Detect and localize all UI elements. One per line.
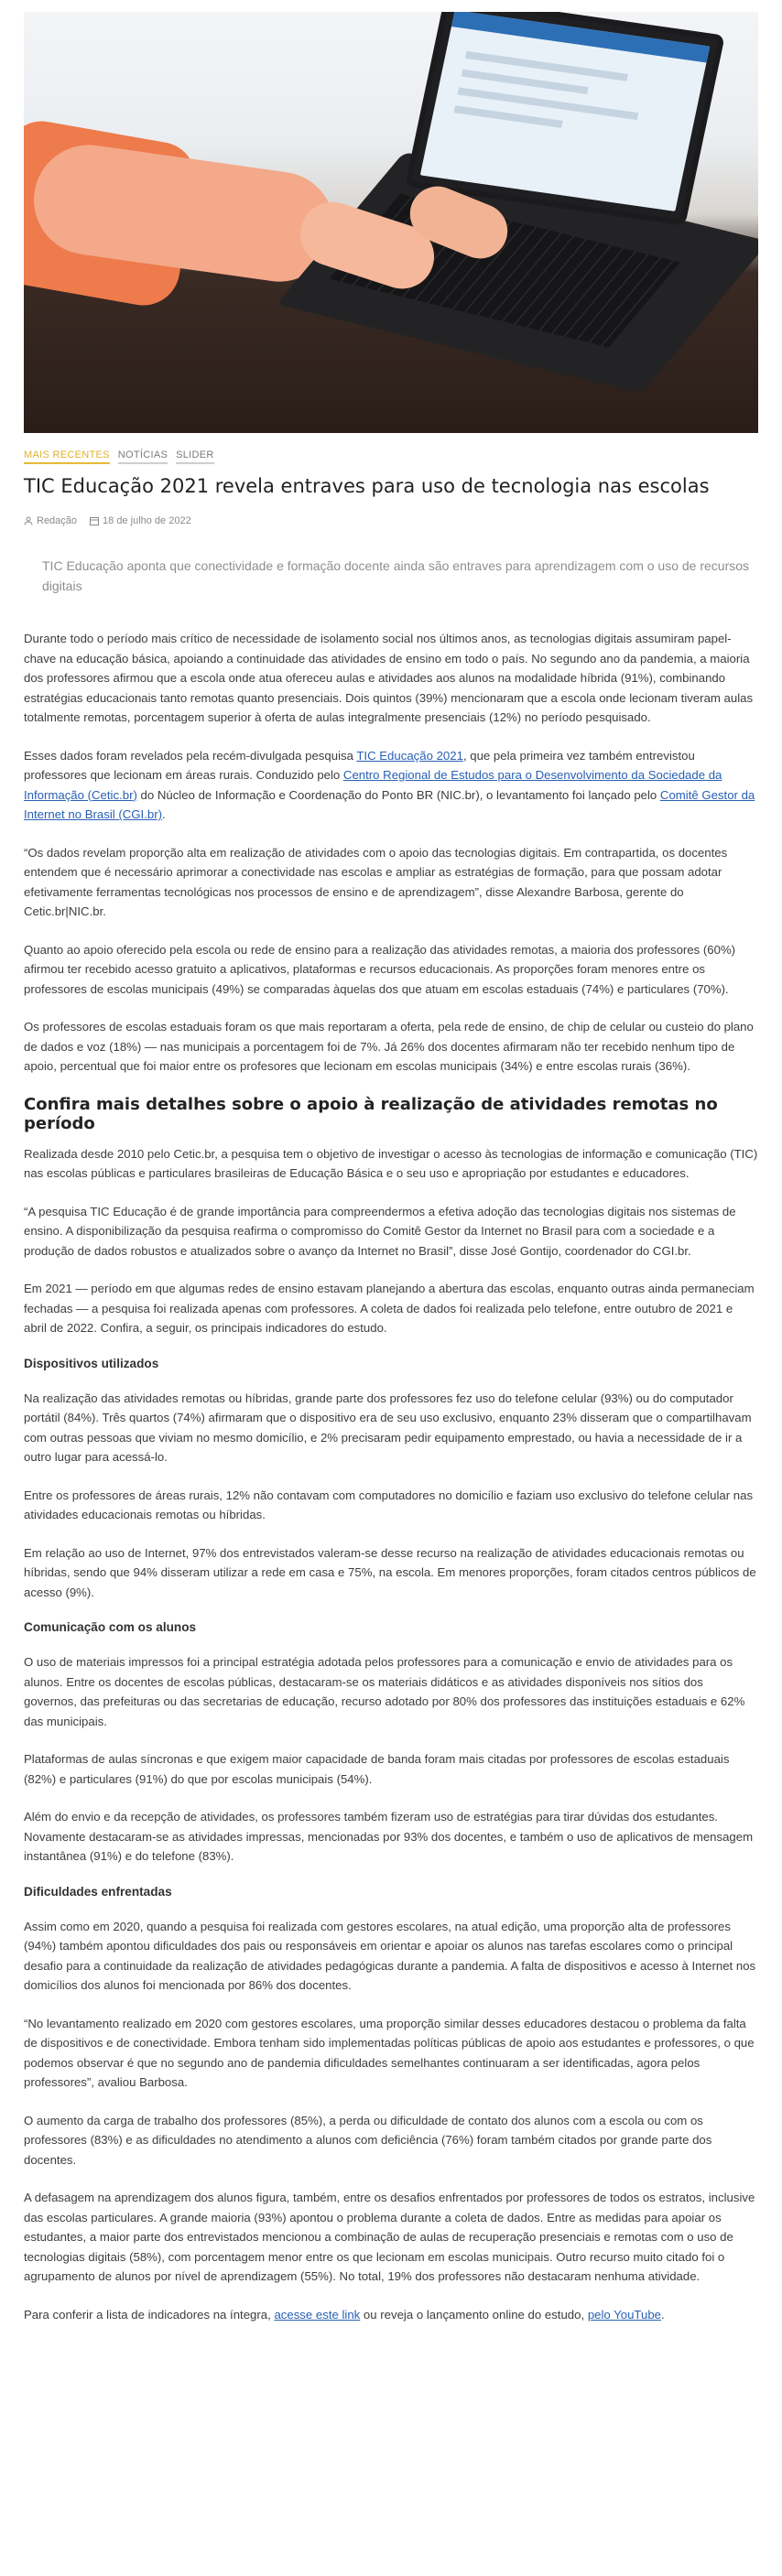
article-body <box>24 629 758 2324</box>
tag-noticias[interactable]: NOTÍCIAS <box>118 449 168 464</box>
subheading-dispositivos: Dispositivos utilizados <box>24 1356 159 1370</box>
paragraph: Realizada desde 2010 pelo Cetic.br, a pesquisa tem o objetivo de investigar o acesso às tecnologias de informação e comunicação (TIC) nas escolas públicas e particulares brasileiras de Educação Básica e o seu uso e apropriação por estudantes e educadores. <box>24 1146 758 1180</box>
paragraph: Quanto ao apoio oferecido pela escola ou rede de ensino para a realização das atividades remotas, a maioria dos professores (60%) afirmou ter recebido acesso gratuito a aplicativos, plataformas e recursos educacionais. As proporções foram menores entre os professores de escolas municipais (49%) se comparadas àquelas dos que atuam em escolas estaduais (74%) e particulares (70%). <box>24 942 736 996</box>
page-title: TIC Educação 2021 revela entraves para uso de tecnologia nas escolas <box>24 475 710 497</box>
paragraph: “A pesquisa TIC Educação é de grande importância para compreendermos a efetiva adoção das tecnologias digitais nos sistemas de ensino. A disponibilização da pesquisa reafirma o compromisso do Comitê Gestor da Internet no Brasil para com a sociedade e a produção de dados robustos e atualizados sobre o avanço da Internet no Brasil”, disse José Gontijo, coordenador do CGI.br. <box>24 1204 736 1258</box>
paragraph: O uso de materiais impressos foi a principal estratégia adotada pelos professores para a comunicação e envio de atividades para os alunos. Entre os docentes de escolas públicas, destacaram-se os materiais didáticos e as atividades disponíveis nos sítios dos governos, das prefeituras ou das secretarias de educação, recurso adotado por 80% dos professores das instituições estaduais e 62% das municipais. <box>24 1655 745 1728</box>
text: . <box>661 2307 665 2322</box>
paragraph-links <box>24 2305 758 2325</box>
author[interactable] <box>24 515 77 526</box>
subheading-dificuldades: Dificuldades enfrentadas <box>24 1884 172 1899</box>
paragraph: Na realização das atividades remotas ou híbridas, grande parte dos professores fez uso do telefone celular (93%) ou do computador portátil (84%). Três quartos (74%) afirmaram que o dispositivo era de seu uso exclusivo, enquanto 23% disseram que o compartilhavam com outras pessoas que viviam no mesmo domicílio, e 2% precisaram pedir equipamento emprestado, ou havia a necessidade de ir a outro lugar para acessá-lo. <box>24 1391 752 1464</box>
text: . <box>161 807 166 821</box>
text: ou reveja o lançamento online do estudo, <box>360 2307 588 2322</box>
lede-rest: que conectividade e formação docente ainda são entraves para aprendizagem com o uso de recursos digitais <box>42 558 750 593</box>
paragraph: Entre os professores de áreas rurais, 12% não contavam com computadores no domicílio e faziam uso exclusivo do telefone celular nas atividades educacionais remotas ou híbridas. <box>24 1488 754 1521</box>
subheading-comunicacao: Comunicação com os alunos <box>24 1620 197 1634</box>
paragraph: A defasagem na aprendizagem dos alunos figura, também, entre os desafios enfrentados por professores de todos os estratos, inclusive das escolas particulares. A grande maioria (93%) apontou o problema durante a coleta de dados. Entre as medidas para apoiar os estudantes, a maior parte dos entrevistados mencionou a combinação de aulas de recuperação presenciais e remotas com o uso de tecnologias digitais (58%), com porcentagem menor entre os que lecionam em escolas municipais. Outro recurso muito citado foi o agrupamento de alunos por nível de aprendizagem (55%). No total, 19% dos professores não destacaram nenhuma atividade. <box>24 2191 755 2283</box>
text: do Núcleo de Informação e Coordenação do Ponto BR (NIC.br), o levantamento foi lançado pelo <box>136 787 660 802</box>
user-icon <box>24 516 33 525</box>
paragraph-links <box>24 746 758 825</box>
link-indicadores[interactable]: acesse este link <box>274 2307 361 2322</box>
paragraph: Em relação ao uso de Internet, 97% dos entrevistados valeram-se desse recurso na realização de atividades educacionais remotas ou híbridas, sendo que 94% disseram utilizar a rede em casa e 75%, na escola. Em menores proporções, foram citados centros públicos de acesso (9%). <box>24 1545 756 1599</box>
lede-bold: TIC Educação aponta <box>42 558 167 573</box>
publish-date <box>90 515 191 526</box>
text: Para conferir a lista de indicadores na íntegra, <box>24 2307 275 2322</box>
text: Esses dados foram revelados pela recém-divulgada pesquisa <box>24 748 357 763</box>
text: , que pela primeira vez também entrevistou professores que lecionam em áreas rurais. Conduzido pelo <box>24 748 695 782</box>
paragraph: Plataformas de aulas síncronas e que exigem maior capacidade de banda foram mais citadas por professores de escolas estaduais (82%) e particulares (91%) do que por escolas municipais (54%). <box>24 1752 730 1786</box>
link-cgi-br[interactable]: Comitê Gestor da Internet no Brasil (CGI.br) <box>24 787 755 821</box>
link-tic-educacao-2021[interactable]: TIC Educação 2021 <box>356 748 463 763</box>
author-name: Redação <box>37 515 78 526</box>
publish-date-text: 18 de julho de 2022 <box>103 515 191 526</box>
paragraph: Em 2021 — período em que algumas redes de ensino estavam planejando a abertura das escolas, enquanto outras ainda permaneciam fechadas — a pesquisa foi realizada apenas com professores. A coleta de dados foi realizada pelo telefone, entre outubro de 2021 e abril de 2022. Confira, a seguir, os principais indicadores do estudo. <box>24 1282 755 1335</box>
tag-slider[interactable]: SLIDER <box>176 449 214 464</box>
tag-mais-recentes[interactable]: MAIS RECENTES <box>24 449 110 464</box>
paragraph: Além do envio e da recepção de atividades, os professores também fizeram uso de estratégias para tirar dúvidas dos estudantes. Novamente destacaram-se as atividades impressas, mencionadas por 93% dos docentes, e também o uso de aplicativos de mensagem instantânea (91%) e do telefone (83%). <box>24 1810 754 1863</box>
link-cetic-br[interactable]: Centro Regional de Estudos para o Desenvolvimento da Sociedade da Informação (Cetic.br) <box>24 768 722 802</box>
paragraph: Os professores de escolas estaduais foram os que mais reportaram a oferta, pela rede de ensino, de chip de celular ou custeio do plano de dados e voz (18%) — nas municipais a porcentagem foi de 7%. Já 26% dos docentes afirmaram não ter recebido nenhum tipo de apoio, percentual que foi maior entre os profesores que lecionam em escolas municipais (34%) e entre escolas rurais (36%). <box>24 1020 754 1073</box>
link-youtube[interactable]: pelo YouTube <box>587 2307 661 2322</box>
paragraph: Assim como em 2020, quando a pesquisa foi realizada com gestores escolares, na atual edição, uma proporção alta de professores (94%) também apontou dificuldades dos pais ou responsáveis em orientar e apoiar os alunos nas tarefas escolares como o principal desafio para a continuidade da realização de atividades pedagógicas durante a pandemia. A falta de dispositivos e acesso à Internet nos domicílios dos alunos foi mencionada por 86% dos docentes. <box>24 1919 756 1992</box>
paragraph: O aumento da carga de trabalho dos professores (85%), a perda ou dificuldade de contato dos alunos com a escola ou com os professores (83%) e as dificuldades no atendimento a alunos com deficiência (76%) foram também citados por grande parte dos docentes. <box>24 2113 712 2167</box>
article <box>24 0 758 2324</box>
section-heading: Confira mais detalhes sobre o apoio à realização de atividades remotas no período <box>24 1094 718 1133</box>
article-meta <box>24 515 758 526</box>
lede <box>42 556 758 596</box>
paragraph: “No levantamento realizado em 2020 com gestores escolares, uma proporção similar desses educadores destacou o problema da falta de dispositivos e de conectividade. Embora tenham sido implementadas políticas públicas de apoio aos estudantes e professores, o que podemos observar é que no segundo ano de pandemia dificuldades semelhantes continuaram a ser identificadas, agora pelos professores”, avaliou Barbosa. <box>24 2016 755 2089</box>
hero-image <box>24 12 758 433</box>
calendar-icon <box>90 516 99 525</box>
category-tags <box>24 449 758 464</box>
paragraph: “Os dados revelam proporção alta em realização de atividades com o apoio das tecnologias digitais. Em contrapartida, os docentes entendem que é necessário aprimorar a conectividade nas escolas e ampliar as estratégias de formação, para que possam adotar efetivamente ferramentas tecnológicas nos processos de ensino e de aprendizagem”, disse Alexandre Barbosa, gerente do Cetic.br|NIC.br. <box>24 845 728 918</box>
paragraph: Durante todo o período mais crítico de necessidade de isolamento social nos últimos anos, as tecnologias digitais assumiram papel-chave na educação básica, apoiando a continuidade das atividades de ensino em todo o país. No segundo ano da pandemia, a maioria dos professores afirmou que a escola onde atua ofereceu aulas e atividades aos alunos na modalidade híbrida (91%), combinando estratégias educacionais tanto remotas quanto presenciais. Dois quintos (39%) mencionaram que a escola onde lecionam tiveram aulas totalmente remotas, porcentagem superior à oferta de aulas integralmente presenciais (12%) no período pesquisado. <box>24 632 754 724</box>
